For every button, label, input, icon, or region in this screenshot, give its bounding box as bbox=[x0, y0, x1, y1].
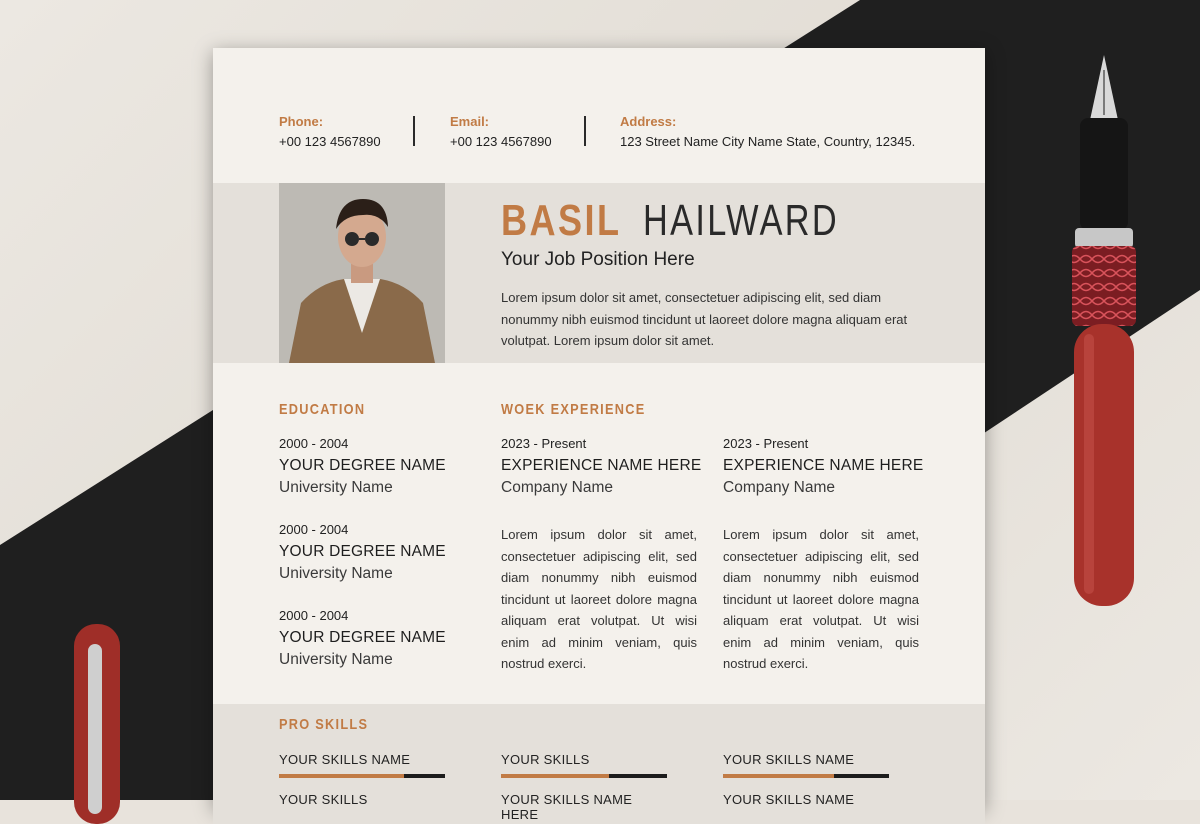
job-title: Your Job Position Here bbox=[501, 249, 695, 270]
skills-heading: PRO SKILLS bbox=[279, 716, 369, 733]
school-name: University Name bbox=[279, 479, 393, 496]
person-portrait-icon bbox=[279, 183, 445, 363]
profile-summary: Lorem ipsum dolor sit amet, consectetuer adipiscing elit, sed diam nonummy nibh euismod tincidunt ut laoreet dolore magna aliquam erat volutpat. Lorem ipsum dolor sit amet. bbox=[501, 290, 908, 348]
experience-item bbox=[501, 436, 701, 497]
skill-bar bbox=[501, 774, 667, 778]
education-date: 2000 - 2004 bbox=[279, 608, 349, 623]
profile-photo bbox=[279, 183, 445, 363]
contact-divider bbox=[584, 116, 586, 146]
email-label: Email: bbox=[450, 114, 490, 129]
education-item bbox=[279, 608, 446, 669]
skill-name: YOUR SKILLS NAME bbox=[723, 752, 855, 767]
address-label: Address: bbox=[620, 114, 677, 129]
skill-bar bbox=[279, 774, 445, 778]
contact-row bbox=[213, 114, 985, 154]
education-date: 2000 - 2004 bbox=[279, 436, 349, 451]
degree-name: YOUR DEGREE NAME bbox=[279, 543, 446, 560]
profile-header bbox=[213, 183, 985, 363]
skill-item bbox=[723, 792, 891, 807]
skill-item bbox=[501, 752, 669, 778]
phone-value: +00 123 4567890 bbox=[279, 134, 381, 149]
first-name: BASIL bbox=[501, 196, 622, 245]
full-name bbox=[501, 197, 895, 245]
address-value: 123 Street Name City Name State, Country, 12345. bbox=[620, 134, 916, 149]
email-value: +00 123 4567890 bbox=[450, 134, 552, 149]
degree-name: YOUR DEGREE NAME bbox=[279, 629, 446, 646]
last-name: HAILWARD bbox=[643, 196, 840, 245]
skill-bar-fill bbox=[279, 774, 404, 778]
degree-name: YOUR DEGREE NAME bbox=[279, 457, 446, 474]
address-contact bbox=[620, 114, 915, 149]
resume-sheet bbox=[213, 48, 985, 822]
skill-item bbox=[723, 752, 891, 778]
company-name: Company Name bbox=[723, 479, 835, 496]
skill-name: YOUR SKILLS bbox=[279, 792, 368, 807]
school-name: University Name bbox=[279, 651, 393, 668]
company-name: Company Name bbox=[501, 479, 613, 496]
skills-section bbox=[213, 704, 985, 824]
phone-label: Phone: bbox=[279, 114, 324, 129]
skill-name: YOUR SKILLS bbox=[501, 752, 590, 767]
experience-date: 2023 - Present bbox=[723, 436, 809, 451]
education-heading: EDUCATION bbox=[279, 401, 366, 418]
experience-title: EXPERIENCE NAME HERE bbox=[723, 457, 924, 474]
education-date: 2000 - 2004 bbox=[279, 522, 349, 537]
experience-heading: WOEK EXPERIENCE bbox=[501, 401, 646, 418]
experience-date: 2023 - Present bbox=[501, 436, 587, 451]
skill-name: YOUR SKILLS NAME bbox=[723, 792, 855, 807]
school-name: University Name bbox=[279, 565, 393, 582]
education-item bbox=[279, 522, 446, 583]
skill-bar-fill bbox=[723, 774, 834, 778]
skill-bar-fill bbox=[501, 774, 609, 778]
education-item bbox=[279, 436, 446, 497]
experience-description: Lorem ipsum dolor sit amet, consectetuer adipiscing elit, sed diam nonummy nibh euismod tincidunt ut laoreet dolore magna aliquam erat volutpat. Ut wisi enim ad minim veniam, quis nostrud exerci. bbox=[501, 527, 697, 671]
contact-divider bbox=[413, 116, 415, 146]
skill-item bbox=[279, 792, 447, 807]
ballpoint-pen-illustration bbox=[74, 624, 120, 824]
email-contact bbox=[450, 114, 552, 149]
experience-description: Lorem ipsum dolor sit amet, consectetuer adipiscing elit, sed diam nonummy nibh euismod tincidunt ut laoreet dolore magna aliquam erat volutpat. Ut wisi enim ad minim veniam, quis nostrud exerci. bbox=[723, 527, 919, 671]
skill-name: YOUR SKILLS NAME HERE bbox=[501, 792, 633, 822]
skill-item bbox=[279, 752, 447, 778]
phone-contact bbox=[279, 114, 381, 149]
experience-item bbox=[723, 436, 923, 497]
skill-bar bbox=[723, 774, 889, 778]
experience-title: EXPERIENCE NAME HERE bbox=[501, 457, 702, 474]
skill-item bbox=[501, 792, 669, 822]
skill-name: YOUR SKILLS NAME bbox=[279, 752, 411, 767]
